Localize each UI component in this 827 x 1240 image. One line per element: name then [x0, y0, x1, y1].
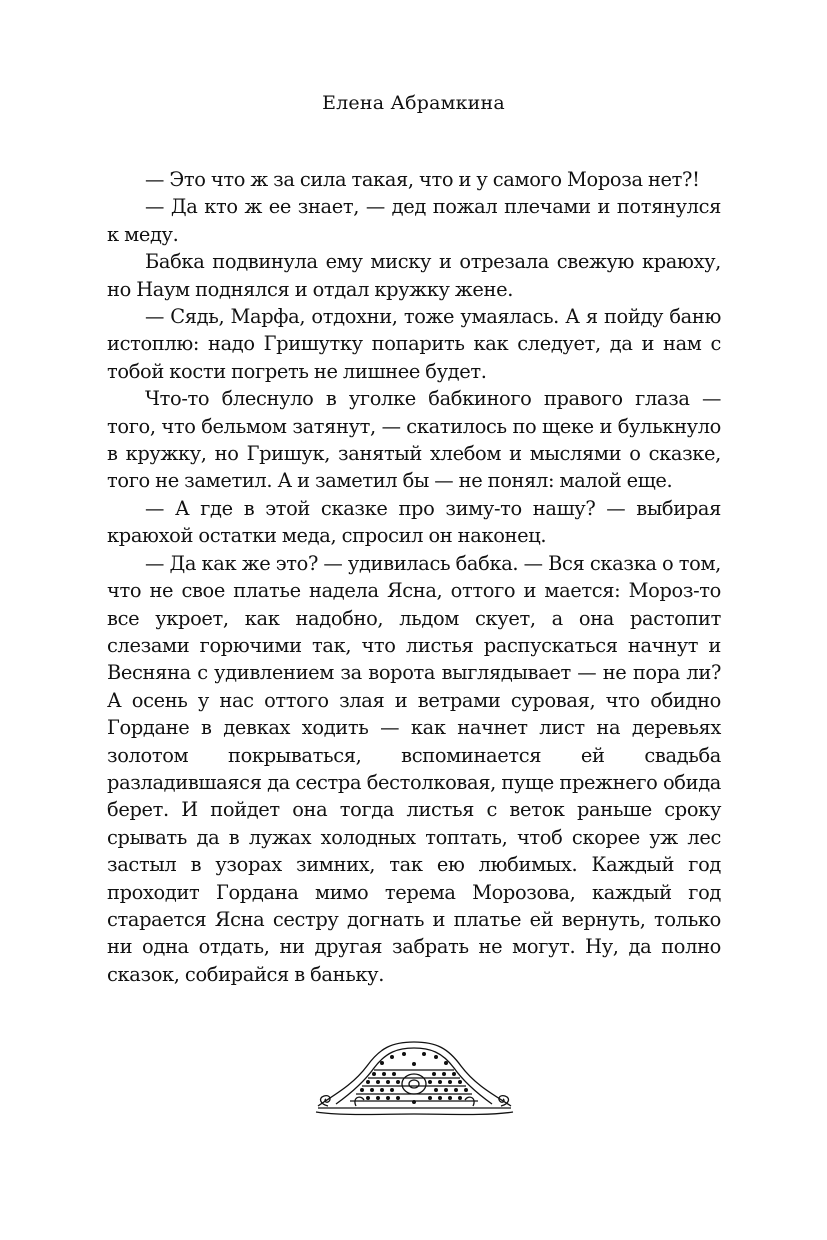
paragraph: Что-то блеснуло в уголке бабкиного правого глаза — того, что бельмом затянут, — скатилось по щеке и булькнуло в кружку, но Гришук, занятый хлебом и мыслями о сказке, того не заметил. А и заметил бы — не понял: малой еще.	[107, 387, 721, 493]
running-head-author: Елена Абрамкина	[322, 92, 505, 114]
paragraph: — Да кто ж ее знает, — дед пожал плечами и потянулся к меду.	[107, 195, 721, 246]
paragraph: — Это что ж за сила такая, что и у самого Мороза нет?!	[145, 168, 700, 191]
paragraph: — А где в этой сказке про зиму-то нашу? — выбирая краюхой остатки меда, спросил он наконец.	[107, 496, 721, 548]
folk-ornament-icon	[312, 1036, 517, 1118]
paragraph: — Сядь, Марфа, отдохни, тоже умаялась. А я пойду баню истоплю: надо Гришутку попарить как следует, да и нам с тобой кости погреть не лишнее будет.	[107, 305, 721, 383]
paragraph: — Да как же это? — удивилась бабка. — Вся сказка о том, что не свое платье надела Ясна, оттого и мается: Мороз-то все укроет, как надобно, льдом скует, а она растопит слезами горючими так, что листья распускаться начнут и Весняна с удивлением за ворота выглядывает — не пора ли? А осень у нас оттого злая и ветрами суровая, что обидно Гордане в девках ходить — как начнет лист на деревьях золотом покрываться, вспоминается ей свадьба разладившаяся да сестра бестолковая, пуще прежнего обида берет. И пойдет она тогда листья с веток раньше сроку срывать да в лужах холодных топтать, чтоб скорее уж лес застыл в узорах зимних, так ею любимых. Каждый год проходит Гордана мимо терема Морозова, каждый год старается Ясна сестру догнать и платье ей вернуть, только ни одна отдать, ни другая забрать не могут. Ну, да полно сказок, собирайся в баньку.	[107, 551, 721, 986]
paragraph: Бабка подвинула ему миску и отрезала свежую краюху, но Наум поднялся и отдал кружку жене.	[107, 250, 721, 301]
body-text	[107, 166, 721, 988]
